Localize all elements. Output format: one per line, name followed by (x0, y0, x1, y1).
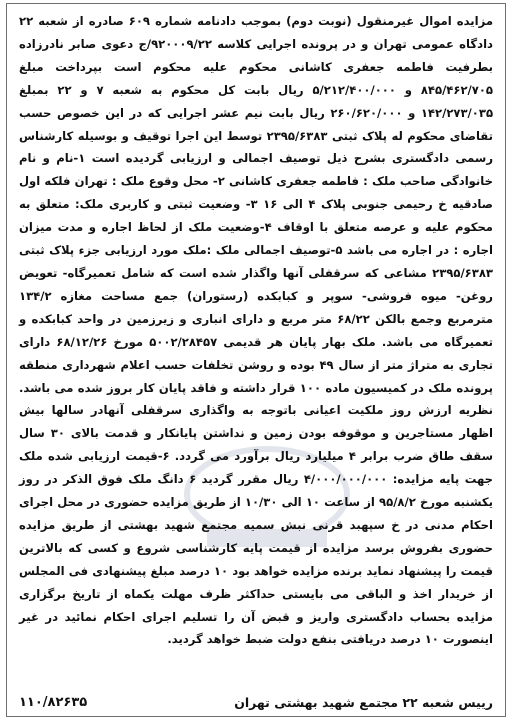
notice-frame (6, 3, 506, 717)
notice-footer (19, 690, 493, 714)
signature-line: رییس شعبه ۲۲ مجتمع شهید بهشتی تهران (234, 694, 493, 710)
auction-notice-text: مزایده اموال غیرمنقول (نوبت دوم) بموجب دادنامه شماره ۶۰۹ صادره از شعبه ۲۲ دادگاه عمومی تهران و در پرونده اجرایی کلاسه ۹۲۰۰۰۹/۲۲/ج دعوی صابر نادرزاده بطرفیت فاطمه جعفری کاشانی محکوم علیه محکوم است بپرداخت مبلغ ۸۴۵/۴۶۲/۷۰۵ و ۵/۲۱۲/۴۰۰/۰۰۰ ریال بابت کل محکوم به شعبه ۷ و ۲۲ بمبلغ ۱۴۲/۲۷۳/۰۳۵ و ۲۶۰/۶۲۰/۰۰۰ ریال بابت نیم عشر اجرایی که در این خصوص حسب تقاضای محکوم له پلاک ثبتی ۲۳۹۵/۶۳۸۳ توسط این اجرا توقیف و بوسیله کارشناس رسمی دادگستری بشرح ذیل توصیف اجمالی و ارزیابی گردیده است ۱-نام و نام خانوادگی صاحب ملک : فاطمه جعفری کاشانی ۲- محل وقوع ملک : تهران فلکه اول صادقیه خ رحیمی جنوبی پلاک ۴ الی ۱۶ ۳- وضعیت ثبتی و کاربری ملک: متعلق به محکوم علیه و عرصه متعلق با اوقاف ۴-وضعیت ملک از لحاظ اجاره و مدت میزان اجاره : در اجاره می باشد ۵-توصیف اجمالی ملک :ملک مورد ارزیابی جزء پلاک ثبتی ۲۳۹۵/۶۳۸۳ مشاعی که سرقفلی آنها واگذار شده است که شامل تعمیرگاه- تعویض روغن- میوه فروشی- سوپر و کبابکده (رستوران) جمع مساحت مغازه ۱۳۴/۲ مترمربع وجمع بالکن ۶۸/۲۲ متر مربع و دارای انباری و زیرزمین در واحد کبابکده و تعمیرگاه می باشد. ملک بهار پایان هر قدیمی ۵۰۰۲/۲۸۴۵۷ مورخ ۶۸/۱۲/۲۶ دارای تجاری به متراژ متر از سال ۴۹ بوده و روشن تخلفات حسب اعلام شهرداری منطقه پرونده ملک در کمیسیون ماده ۱۰۰ قرار داشته و فاقد پایان کار بروز شده می باشد. نظریه ارزش روز ملکیت اعیانی باتوجه به واگذاری سرقفلی آنهادر سالها بیش اظهار مستاجرین و موقوفه بودن زمین و نداشتن پایانکار و قدمت بالای ۳۰ سال سقف طاق ضرب برابر ۴ میلیارد ریال برآورد می گردد. ۶-قیمت ارزیابی شده ملک جهت پایه مزایده: ۴/۰۰۰/۰۰۰/۰۰۰ ریال مقرر گردید ۶ دانگ ملک فوق الذکر در روز یکشنبه مورخ ۹۵/۸/۲ از ساعت ۱۰ الی ۱۰/۳۰ از طریق مزایده حضوری در محل اجرای احکام مدنی در خ سپهبد قرنی نبش سمیه مجتمع شهید بهشتی از طریق مزایده حضوری بفروش برسد مزایده از قیمت پایه کارشناسی شروع و کسی که بالاترین قیمت را پیشنهاد نماید برنده مزایده خواهد بود ۱۰ درصد مبلغ پیشنهادی فی المجلس از خریدار اخذ و الباقی می بایستی حداکثر ظرف مهلت یکماه از تاریخ برگزاری مزایده بحساب دادگستری واریز و قبض آن را تسلیم اجرای احکام نمائید در غیر اینصورت ۱۰ درصد دریافتی بنفع دولت ضبط خواهد گردید. (19, 14, 494, 647)
reference-number: ۱۱۰/۸۲۶۳۵ (19, 694, 88, 710)
